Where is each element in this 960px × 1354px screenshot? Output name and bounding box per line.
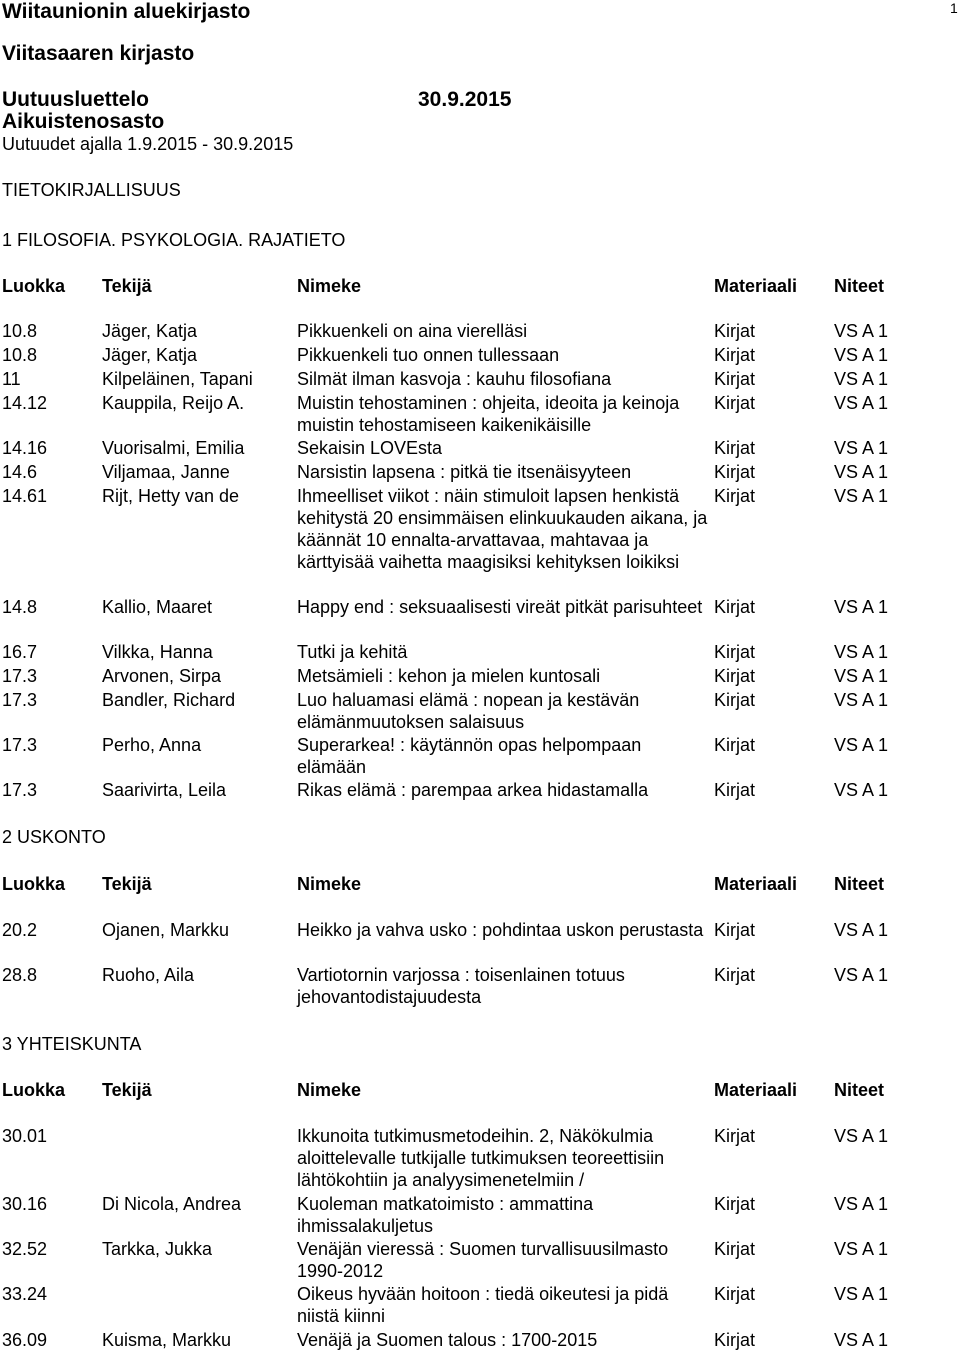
column-header-holdings: Niteet	[834, 1080, 885, 1100]
cell-class: 30.01	[2, 1126, 48, 1146]
column-header-material: Materiaali	[714, 874, 798, 894]
cell-material: Kirjat	[714, 486, 756, 506]
cell-holdings: VS A 1	[834, 321, 889, 341]
cell-author: Arvonen, Sirpa	[102, 666, 222, 686]
cell-material: Kirjat	[714, 1330, 756, 1350]
cell-class: 14.8	[2, 597, 38, 617]
cell-material: Kirjat	[714, 780, 756, 800]
cell-material: Kirjat	[714, 321, 756, 341]
column-header-material: Materiaali	[714, 276, 798, 296]
cell-title: Pikkuenkeli tuo onnen tullessaan	[297, 345, 560, 365]
cell-holdings: VS A 1	[834, 1194, 889, 1214]
list-date: 30.9.2015	[418, 88, 512, 111]
column-header-holdings: Niteet	[834, 874, 885, 894]
cell-author: Saarivirta, Leila	[102, 780, 227, 800]
cell-material: Kirjat	[714, 1126, 756, 1146]
cell-title: Venäjän vieressä : Suomen turvallisuusilmasto 1990-2012	[297, 1239, 669, 1281]
cell-title: Pikkuenkeli on aina vierelläsi	[297, 321, 528, 341]
cell-author: Jäger, Katja	[102, 345, 198, 365]
category-title: TIETOKIRJALLISUUS	[2, 180, 181, 200]
cell-holdings: VS A 1	[834, 345, 889, 365]
column-header-row	[0, 874, 960, 898]
column-header-title: Nimeke	[297, 1080, 362, 1100]
cell-title: Silmät ilman kasvoja : kauhu filosofiana	[297, 369, 612, 389]
cell-material: Kirjat	[714, 690, 756, 710]
cell-holdings: VS A 1	[834, 642, 889, 662]
cell-holdings: VS A 1	[834, 597, 889, 617]
cell-holdings: VS A 1	[834, 462, 889, 482]
cell-class: 14.12	[2, 393, 48, 413]
cell-title: Ikkunoita tutkimusmetodeihin. 2, Näkökulmia aloittelevalle tutkijalle tutkimuksen teoreettisiin lähtökohtiin ja analyysimenetelmiin /	[297, 1126, 665, 1190]
cell-material: Kirjat	[714, 393, 756, 413]
cell-holdings: VS A 1	[834, 369, 889, 389]
cell-class: 32.52	[2, 1239, 48, 1259]
cell-class: 17.3	[2, 780, 38, 800]
cell-author: Kauppila, Reijo A.	[102, 393, 245, 413]
column-header-class: Luokka	[2, 874, 66, 894]
cell-holdings: VS A 1	[834, 780, 889, 800]
column-header-author: Tekijä	[102, 874, 152, 894]
cell-author: Perho, Anna	[102, 735, 202, 755]
cell-class: 17.3	[2, 690, 38, 710]
cell-class: 28.8	[2, 965, 38, 985]
cell-class: 17.3	[2, 666, 38, 686]
cell-holdings: VS A 1	[834, 1284, 889, 1304]
cell-material: Kirjat	[714, 345, 756, 365]
cell-class: 16.7	[2, 642, 38, 662]
department-title: Aikuistenosasto	[2, 110, 165, 133]
cell-author: Di Nicola, Andrea	[102, 1194, 242, 1214]
column-header-row	[0, 276, 960, 300]
cell-author: Rijt, Hetty van de	[102, 486, 240, 506]
cell-title: Muistin tehostaminen : ohjeita, ideoita ja keinoja muistin tehostamiseen kaikenikäisille	[297, 393, 680, 435]
column-header-title: Nimeke	[297, 276, 362, 296]
cell-title: Metsämieli : kehon ja mielen kuntosali	[297, 666, 601, 686]
cell-holdings: VS A 1	[834, 735, 889, 755]
column-header-holdings: Niteet	[834, 276, 885, 296]
cell-title: Venäjä ja Suomen talous : 1700-2015	[297, 1330, 598, 1350]
cell-author: Tarkka, Jukka	[102, 1239, 213, 1259]
period-text: Uutuudet ajalla 1.9.2015 - 30.9.2015	[2, 134, 294, 154]
cell-author: Viljamaa, Janne	[102, 462, 230, 482]
column-header-title: Nimeke	[297, 874, 362, 894]
cell-author: Ojanen, Markku	[102, 920, 230, 940]
cell-holdings: VS A 1	[834, 393, 889, 413]
cell-class: 17.3	[2, 735, 38, 755]
cell-material: Kirjat	[714, 965, 756, 985]
page-number: 1	[950, 0, 958, 16]
cell-author: Vuorisalmi, Emilia	[102, 438, 245, 458]
cell-class: 30.16	[2, 1194, 48, 1214]
cell-holdings: VS A 1	[834, 1330, 889, 1350]
cell-material: Kirjat	[714, 1239, 756, 1259]
column-header-author: Tekijä	[102, 1080, 152, 1100]
cell-class: 14.61	[2, 486, 48, 506]
cell-title: Superarkea! : käytännön opas helpompaan elämään	[297, 735, 642, 777]
cell-holdings: VS A 1	[834, 965, 889, 985]
cell-material: Kirjat	[714, 735, 756, 755]
section-title: 3 YHTEISKUNTA	[2, 1034, 142, 1054]
cell-author: Vilkka, Hanna	[102, 642, 213, 662]
cell-title: Narsistin lapsena : pitkä tie itsenäisyyteen	[297, 462, 632, 482]
cell-class: 20.2	[2, 920, 38, 940]
column-header-class: Luokka	[2, 1080, 66, 1100]
cell-title: Kuoleman matkatoimisto : ammattina ihmissalakuljetus	[297, 1194, 594, 1236]
section-title: 1 FILOSOFIA. PSYKOLOGIA. RAJATIETO	[2, 230, 346, 250]
cell-title: Rikas elämä : parempaa arkea hidastamalla	[297, 780, 649, 800]
column-header-row	[0, 1080, 960, 1104]
cell-holdings: VS A 1	[834, 486, 889, 506]
cell-author: Jäger, Katja	[102, 321, 198, 341]
section-title: 2 USKONTO	[2, 827, 106, 847]
cell-class: 11	[2, 369, 21, 389]
column-header-author: Tekijä	[102, 276, 152, 296]
cell-holdings: VS A 1	[834, 666, 889, 686]
cell-class: 14.16	[2, 438, 48, 458]
cell-material: Kirjat	[714, 462, 756, 482]
cell-title: Vartiotornin varjossa : toisenlainen totuus jehovantodistajuudesta	[297, 965, 625, 1007]
cell-title: Ihmeelliset viikot : näin stimuloit lapsen henkistä kehitystä 20 ensimmäisen elinkuukauden aikana, ja käännät 10 ennalta-arvattavaa, mahtavaa ja kärttyisää vaihetta maagisiksi kehityksen loikiksi	[297, 486, 708, 572]
cell-class: 14.6	[2, 462, 38, 482]
cell-title: Sekaisin LOVEsta	[297, 438, 443, 458]
cell-author: Bandler, Richard	[102, 690, 236, 710]
cell-holdings: VS A 1	[834, 1126, 889, 1146]
cell-material: Kirjat	[714, 1194, 756, 1214]
cell-class: 10.8	[2, 321, 38, 341]
cell-material: Kirjat	[714, 1284, 756, 1304]
cell-material: Kirjat	[714, 438, 756, 458]
cell-holdings: VS A 1	[834, 920, 889, 940]
library-name: Wiitaunionin aluekirjasto	[2, 0, 251, 23]
cell-material: Kirjat	[714, 369, 756, 389]
cell-material: Kirjat	[714, 666, 756, 686]
cell-class: 33.24	[2, 1284, 48, 1304]
cell-holdings: VS A 1	[834, 438, 889, 458]
cell-title: Happy end : seksuaalisesti vireät pitkät parisuhteet	[297, 597, 703, 617]
cell-title: Oikeus hyvään hoitoon : tiedä oikeutesi ja pidä niistä kiinni	[297, 1284, 669, 1326]
cell-author: Ruoho, Aila	[102, 965, 195, 985]
column-header-material: Materiaali	[714, 1080, 798, 1100]
cell-material: Kirjat	[714, 642, 756, 662]
cell-author: Kallio, Maaret	[102, 597, 213, 617]
cell-title: Heikko ja vahva usko : pohdintaa uskon perustasta	[297, 920, 704, 940]
cell-material: Kirjat	[714, 597, 756, 617]
cell-title: Tutki ja kehitä	[297, 642, 408, 662]
list-title: Uutuusluettelo	[2, 88, 149, 111]
cell-class: 10.8	[2, 345, 38, 365]
cell-holdings: VS A 1	[834, 1239, 889, 1259]
branch-name: Viitasaaren kirjasto	[2, 42, 195, 65]
cell-title: Luo haluamasi elämä : nopean ja kestävän elämänmuutoksen salaisuus	[297, 690, 640, 732]
cell-class: 36.09	[2, 1330, 48, 1350]
cell-material: Kirjat	[714, 920, 756, 940]
cell-author: Kuisma, Markku	[102, 1330, 232, 1350]
cell-author: Kilpeläinen, Tapani	[102, 369, 253, 389]
column-header-class: Luokka	[2, 276, 66, 296]
cell-holdings: VS A 1	[834, 690, 889, 710]
